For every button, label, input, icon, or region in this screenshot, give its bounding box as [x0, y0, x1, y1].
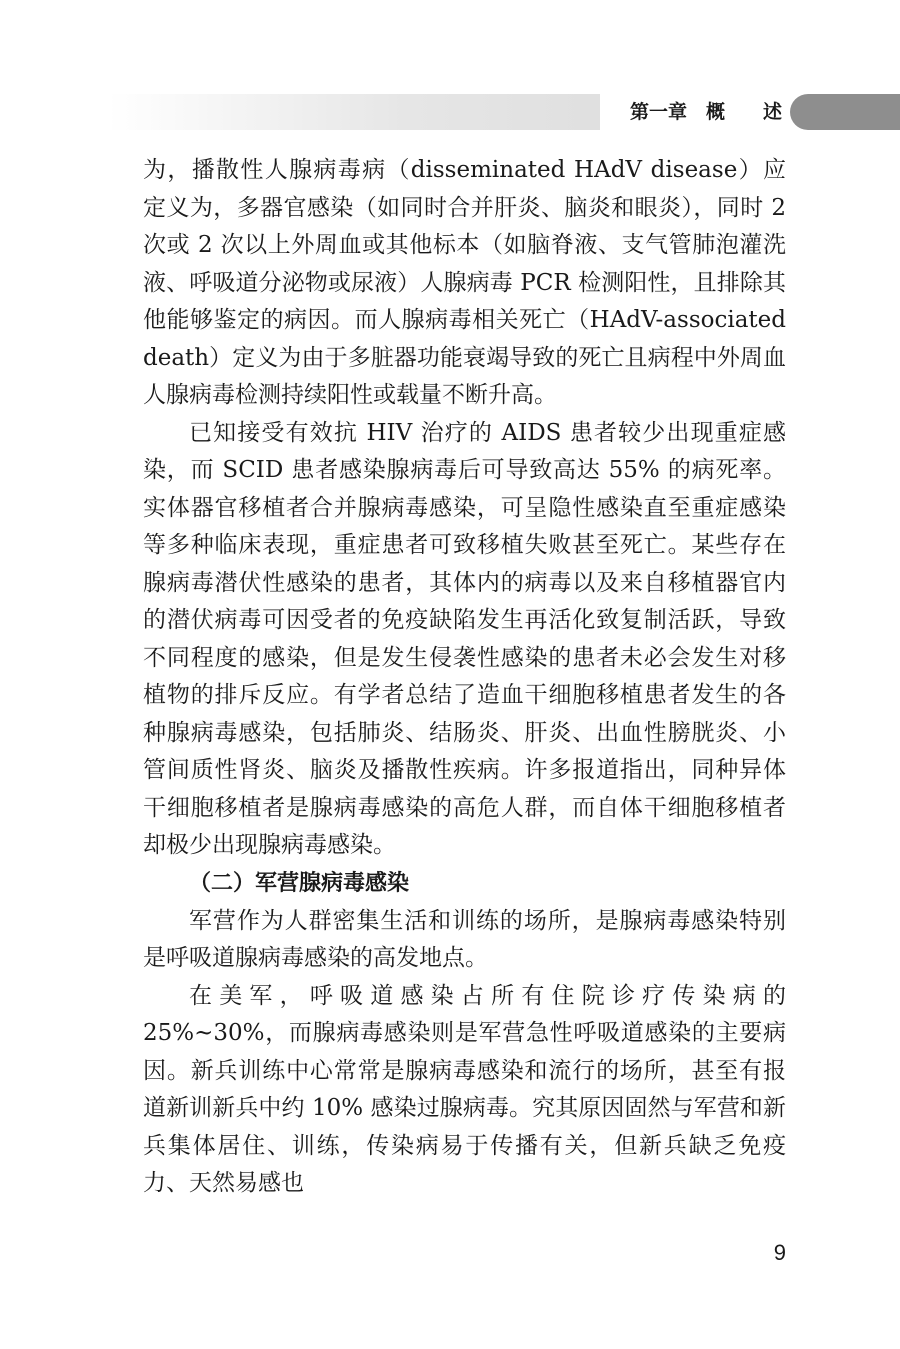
paragraph-continued: 为，播散性人腺病毒病（disseminated HAdV disease）应定义为，多器官感染（如同时合并肝炎、脑炎和眼炎），同时 2 次或 2 次以上外周血或其他标本（如脑脊液、支气管肺泡灌洗液、呼吸道分泌物或尿液）人腺病毒 PCR 检测阳性，且排除其他能够鉴定的病因。而人腺病毒相关死亡（HAdV-associated death）定义为由于多脏器功能衰竭导致的死亡且病程中外周血人腺病毒检测持续阳性或载量不断升高。	[143, 157, 786, 408]
paragraph: 已知接受有效抗 HIV 治疗的 AIDS 患者较少出现重症感染，而 SCID 患者感染腺病毒后可导致高达 55% 的病死率。实体器官移植者合并腺病毒感染，可呈隐性感染直至重症感染等多种临床表现，重症患者可致移植失败甚至死亡。某些存在腺病毒潜伏性感染的患者，其体内的病毒以及来自移植器官内的潜伏病毒可因受者的免疫缺陷发生再活化致复制活跃，导致不同程度的感染，但是发生侵袭性感染的患者未必会发生对移植物的排斥反应。有学者总结了造血干细胞移植患者发生的各种腺病毒感染，包括肺炎、结肠炎、肝炎、出血性膀胱炎、小管间质性肾炎、脑炎及播散性疾病。许多报道指出，同种异体干细胞移植者是腺病毒感染的高危人群，而自体干细胞移植者却极少出现腺病毒感染。	[143, 419, 786, 858]
header-tab-edge	[790, 94, 900, 130]
section-heading: （二）军营腺病毒感染	[189, 870, 410, 896]
page-number: 9	[773, 1240, 786, 1265]
paragraph: 军营作为人群密集生活和训练的场所，是腺病毒感染特别是呼吸道腺病毒感染的高发地点。	[143, 907, 786, 971]
running-head: 第一章 概 述	[629, 101, 782, 123]
page-body	[143, 152, 786, 1203]
paragraph: 在美军，呼吸道感染占所有住院诊疗传染病的 25%~30%，而腺病毒感染则是军营急性呼吸道感染的主要病因。新兵训练中心常常是腺病毒感染和流行的场所，甚至有报道新训新兵中约 10% 感染过腺病毒。究其原因固然与军营和新兵集体居住、训练，传染病易于传播有关，但新兵缺乏免疫力、天然易感也	[143, 982, 786, 1196]
